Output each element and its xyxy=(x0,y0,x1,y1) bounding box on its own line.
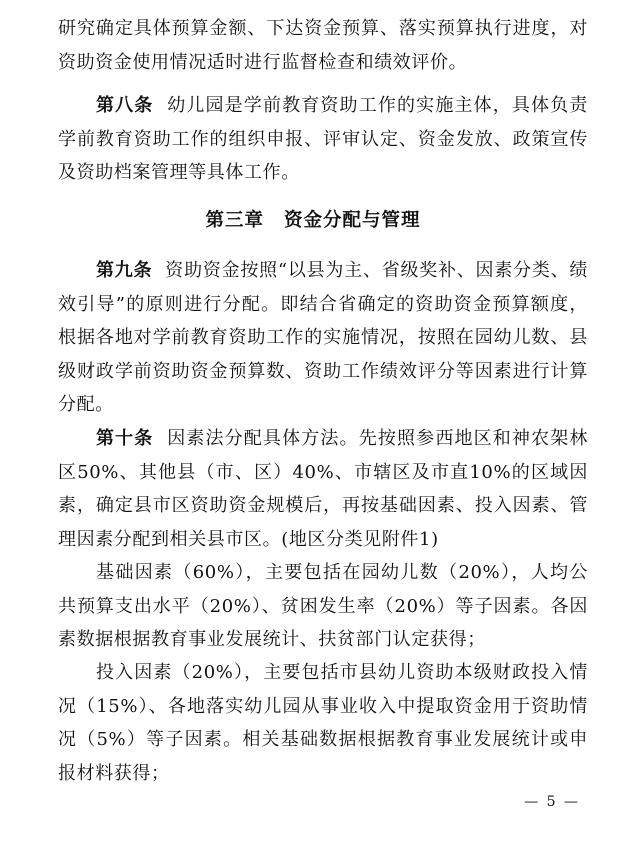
article-heading: 第十条 xyxy=(96,428,154,449)
page-number: — 5 — xyxy=(524,794,580,810)
chapter-name: 资金分配与管理 xyxy=(284,210,421,231)
article-10 xyxy=(58,422,588,556)
chapter-title xyxy=(0,206,626,232)
paragraph-basic-factor xyxy=(58,556,588,657)
article-text: 资助资金按照“以县为主、省级奖补、因素分类、绩效引导”的原则进行分配。即结合省确定的资助资金预算额度，根据各地对学前教育资助工作的实施情况，按照在园幼儿数、县级财政学前资助资金预算数、资助工作绩效评分等因素进行计算分配。 xyxy=(58,260,588,415)
article-9 xyxy=(58,254,588,422)
paragraph-text: 基础因素（60%），主要包括在园幼儿数（20%），人均公共预算支出水平（20%）、贫困发生率（20%）等子因素。各因素数据根据教育事业发展统计、扶贫部门认定获得； xyxy=(58,562,588,650)
paragraph-text: 研究确定具体预算金额、下达资金预算、落实预算执行进度，对资助资金使用情况适时进行监督检查和绩效评价。 xyxy=(58,18,588,73)
article-text: 幼儿园是学前教育资助工作的实施主体，具体负责学前教育资助工作的组织申报、评审认定、资金发放、政策宣传及资助档案管理等具体工作。 xyxy=(58,95,588,183)
paragraph-input-factor xyxy=(58,656,588,790)
paragraph-continued xyxy=(58,12,588,79)
article-heading: 第八条 xyxy=(96,95,154,116)
article-8 xyxy=(58,89,588,190)
chapter-number: 第三章 xyxy=(205,210,264,231)
article-text: 因素法分配具体方法。先按照参西地区和神农架林区50%、其他县（市、区）40%、市辖区及市直10%的区域因素，确定县市区资助资金规模后，再按基础因素、投入因素、管理因素分配到相关县市区。(地区分类见附件1) xyxy=(58,428,588,550)
paragraph-text: 投入因素（20%），主要包括市县幼儿资助本级财政投入情况（15%）、各地落实幼儿园从事业收入中提取资金用于资助情况（5%）等子因素。相关基础数据根据教育事业发展统计或申报材料获得； xyxy=(58,662,588,784)
article-heading: 第九条 xyxy=(96,260,153,281)
